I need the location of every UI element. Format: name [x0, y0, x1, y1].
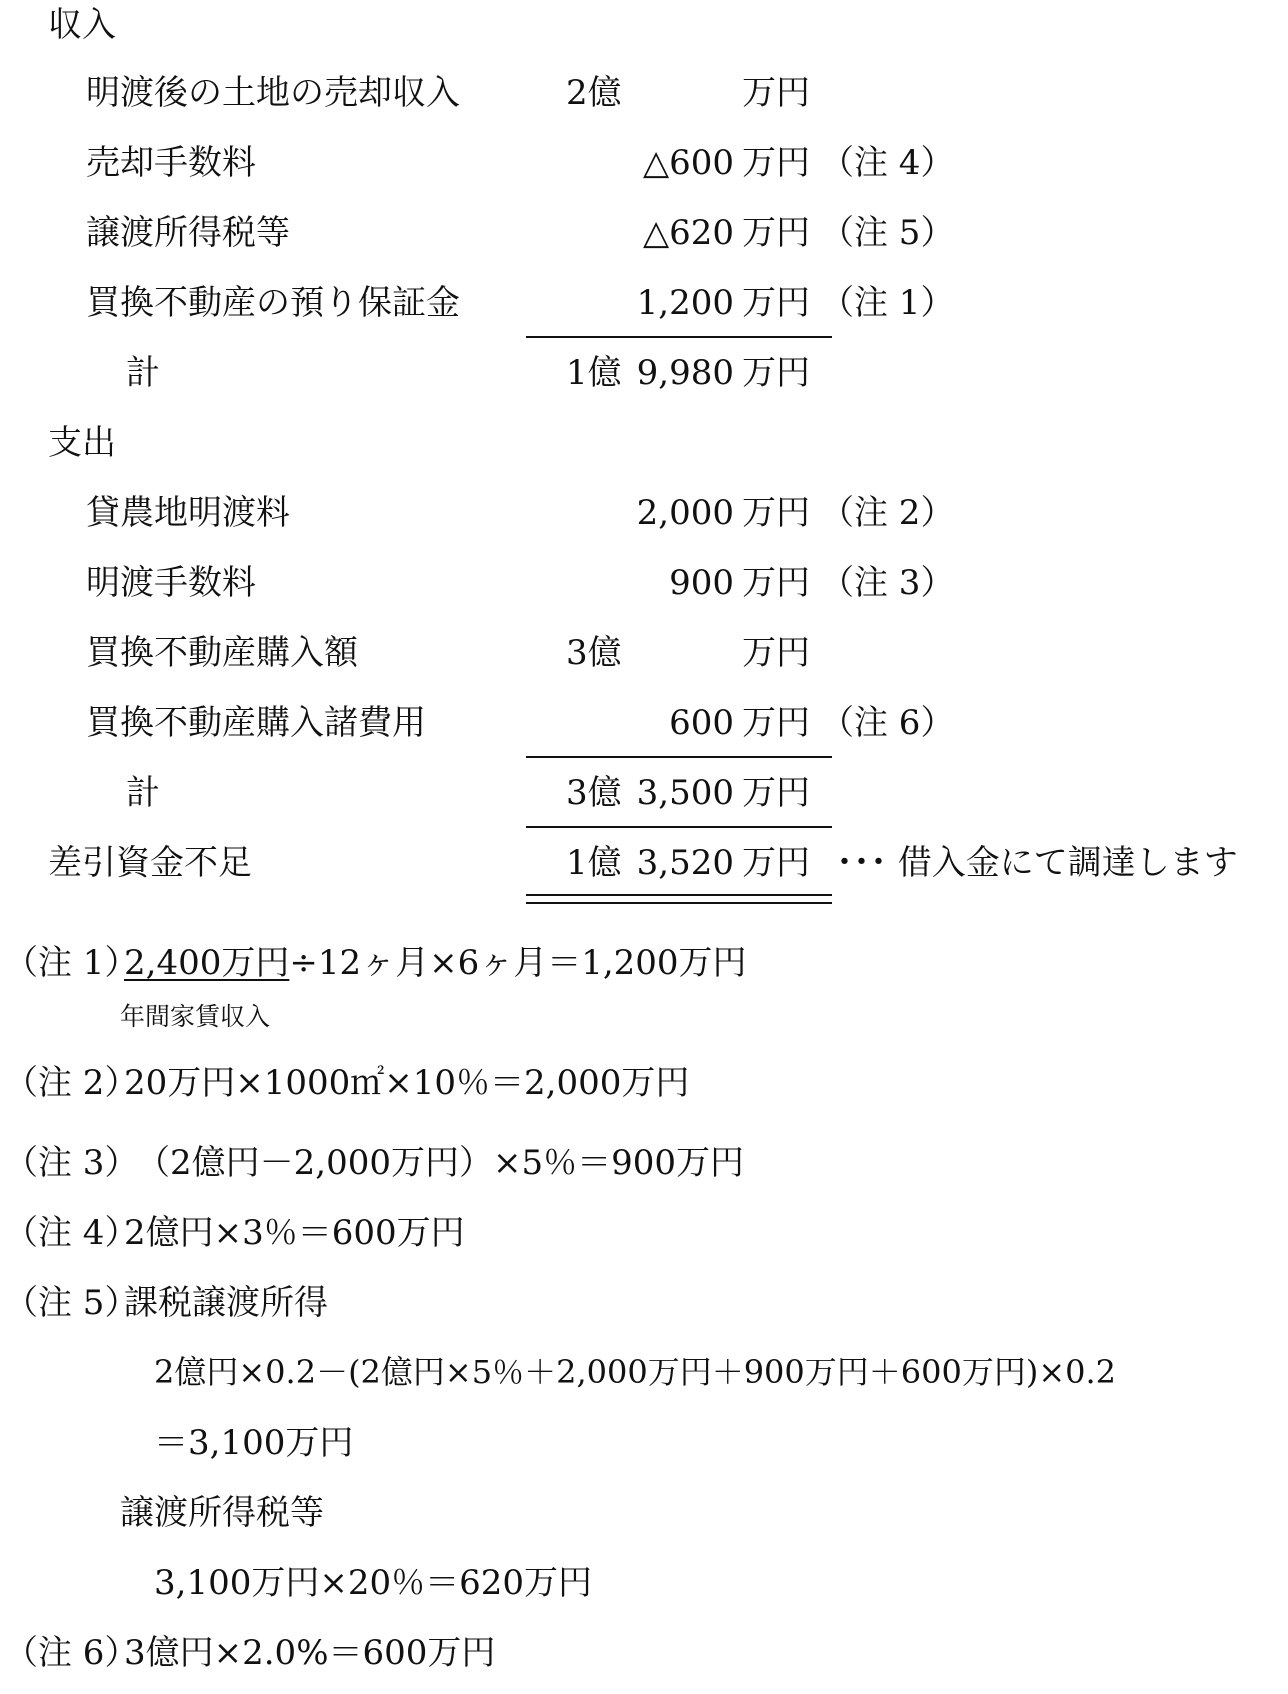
expense-subtotal-rule — [526, 756, 832, 758]
expense-unit-purchase-costs: 万円 — [742, 703, 810, 743]
income-note-deposit: （注 1） — [820, 283, 955, 323]
income-label-tax: 譲渡所得税等 — [86, 213, 290, 253]
note6-formula: 3億円×2.0%＝600万円 — [124, 1633, 496, 1673]
note2-tag: （注 2） — [4, 1063, 139, 1103]
expense-amount-purchase-costs: 600 — [669, 703, 734, 743]
expense-label-purchase: 買換不動産購入額 — [86, 633, 358, 673]
income-subtotal-rule — [526, 336, 832, 338]
expense-total-unit: 万円 — [742, 773, 810, 813]
expense-note-eviction-fee: （注 3） — [820, 563, 955, 603]
income-heading: 収入 — [48, 5, 116, 45]
expense-label-eviction-fee: 明渡手数料 — [86, 563, 256, 603]
income-label-fee: 売却手数料 — [86, 143, 256, 183]
expense-total-amount: 3,500 — [636, 773, 734, 813]
note4-tag: （注 4） — [4, 1213, 139, 1253]
balance-double-rule-top — [526, 894, 832, 896]
income-label-sale: 明渡後の土地の売却収入 — [86, 73, 460, 113]
expense-unit-purchase: 万円 — [742, 633, 810, 673]
expense-label-compensation: 貸農地明渡料 — [86, 493, 290, 533]
balance-unit: 万円 — [742, 843, 810, 883]
note5-calc-line3: 3,100万円×20％＝620万円 — [154, 1563, 592, 1603]
note5-calc-line2: ＝3,100万円 — [154, 1423, 354, 1463]
income-unit-tax: 万円 — [742, 213, 810, 253]
income-total-unit: 万円 — [742, 353, 810, 393]
income-note-tax: （注 5） — [820, 213, 955, 253]
balance-amount: 3,520 — [636, 843, 734, 883]
income-note-fee: （注 4） — [820, 143, 955, 183]
income-unit-deposit: 万円 — [742, 283, 810, 323]
expense-amount-compensation: 2,000 — [636, 493, 734, 533]
expense-label-purchase-costs: 買換不動産購入諸費用 — [86, 703, 426, 743]
balance-label: 差引資金不足 — [48, 843, 252, 883]
note1-tag: （注 1） — [4, 943, 139, 983]
expense-total-rule — [526, 826, 832, 828]
note4-formula: 2億円×3％＝600万円 — [124, 1213, 465, 1253]
balance-remark: ･･･ 借入金にて調達します — [836, 843, 1238, 883]
expense-note-compensation: （注 2） — [820, 493, 955, 533]
income-total-label: 計 — [126, 353, 160, 393]
note5-heading: 課税譲渡所得 — [124, 1283, 328, 1323]
expense-heading: 支出 — [48, 423, 116, 463]
note1-caption: 年間家賃収入 — [120, 1002, 271, 1031]
expense-unit-eviction-fee: 万円 — [742, 563, 810, 603]
note5-subheading: 譲渡所得税等 — [120, 1493, 324, 1533]
note2-formula: 20万円×1000㎡×10％＝2,000万円 — [124, 1063, 690, 1103]
note5-tag: （注 5） — [4, 1283, 139, 1323]
income-amount-deposit: 1,200 — [636, 283, 734, 323]
income-amount-tax: △620 — [642, 213, 734, 253]
income-total-amount: 9,980 — [636, 353, 734, 393]
expense-unit-compensation: 万円 — [742, 493, 810, 533]
note5-calc-line1: 2億円×0.2－(2億円×5％＋2,000万円＋900万円＋600万円)×0.2 — [154, 1353, 1117, 1391]
note1-annual-rent: 2,400万円 — [124, 943, 290, 983]
balance-oku: 1億 — [566, 843, 622, 883]
income-total-oku: 1億 — [566, 353, 622, 393]
income-label-deposit: 買換不動産の預り保証金 — [86, 283, 460, 323]
income-unit-sale: 万円 — [742, 73, 810, 113]
note3-formula: （2億円－2,000万円）×5％＝900万円 — [136, 1143, 744, 1183]
note1-formula — [124, 943, 747, 983]
income-amount-fee: △600 — [642, 143, 734, 183]
expense-total-label: 計 — [126, 773, 160, 813]
income-oku-sale: 2億 — [566, 73, 622, 113]
expense-total-oku: 3億 — [566, 773, 622, 813]
note6-tag: （注 6） — [4, 1633, 139, 1673]
expense-note-purchase-costs: （注 6） — [820, 703, 955, 743]
expense-amount-eviction-fee: 900 — [669, 563, 734, 603]
balance-double-rule-bottom — [526, 902, 832, 904]
income-unit-fee: 万円 — [742, 143, 810, 183]
expense-oku-purchase: 3億 — [566, 633, 622, 673]
note3-tag: （注 3） — [4, 1143, 139, 1183]
note1-formula-rest: ÷12ヶ月×6ヶ月＝1,200万円 — [289, 943, 747, 983]
